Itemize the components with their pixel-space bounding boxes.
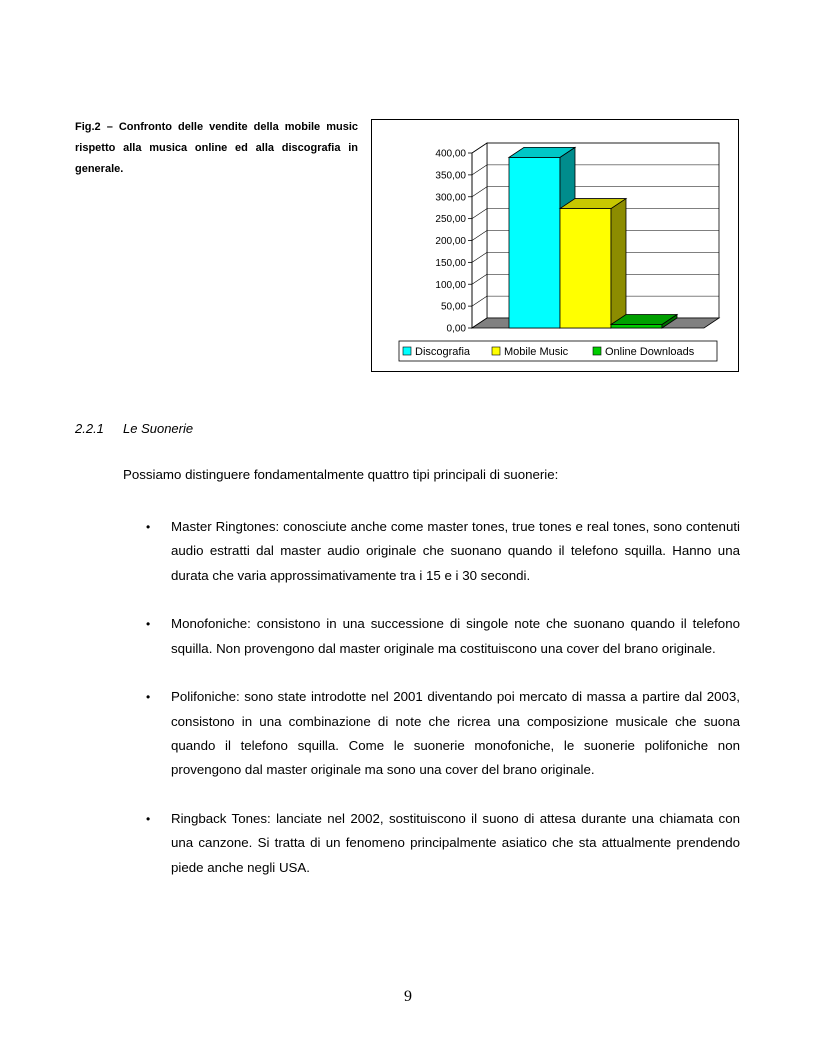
list-item-text: Master Ringtones: conosciute anche come master tones, true tones e real tones, sono contenuti audio estratti dal master audio originale che suonano quando il telefono squilla. Hanno una durata che varia approssimativamente tra i 15 e i 30 secondi. <box>171 519 740 583</box>
intro-paragraph: Possiamo distinguere fondamentalmente quattro tipi principali di suonerie: <box>123 467 559 482</box>
section-heading <box>75 421 193 436</box>
legend-swatch <box>403 347 411 355</box>
bar-front <box>560 209 611 328</box>
list-item-text: Monofoniche: consistono in una successione di singole note che suonano quando il telefono squilla. Non provengono dal master originale ma costituiscono una cover del brano originale. <box>171 616 740 656</box>
figure-caption: Fig.2 – Confronto delle vendite della mobile music rispetto alla musica online ed alla discografia in generale. <box>75 121 358 175</box>
bar-front <box>611 325 662 329</box>
legend-label: Online Downloads <box>605 346 695 358</box>
y-tick-label: 400,00 <box>435 148 466 160</box>
list-item <box>146 612 740 661</box>
list-item <box>146 685 740 782</box>
y-tick-label: 200,00 <box>435 236 466 247</box>
legend-label: Mobile Music <box>504 346 569 358</box>
y-tick-label: 100,00 <box>435 279 466 291</box>
list-item <box>146 515 740 588</box>
list-item <box>146 807 740 880</box>
bullet-icon: • <box>146 812 151 827</box>
bar-front <box>509 157 560 328</box>
y-tick-label: 50,00 <box>440 301 466 313</box>
y-tick-label: 250,00 <box>435 214 466 226</box>
y-tick-label: 350,00 <box>435 170 466 182</box>
bar-chart <box>372 120 740 373</box>
list-item-text: Polifoniche: sono state introdotte nel 2001 diventando poi mercato di massa a partire dal 2003, consistono in una combinazione di note che ricrea una composizione musicale che suona quando il telefono squilla. Come le suonerie monofoniche, le suonerie polifoniche non provengono dal master originale ma sono una cover del brano originale. <box>171 689 740 778</box>
list-item-text: Ringback Tones: lanciate nel 2002, sostituiscono il suono di attesa durante una chiamata con una canzone. Si tratta di un fenomeno principalmente asiatico che sta attualmente prendendo piede anche negli USA. <box>171 811 740 875</box>
legend-label: Discografia <box>415 346 471 358</box>
y-tick-label: 300,00 <box>435 192 466 204</box>
legend-swatch <box>492 347 500 355</box>
chart-container <box>371 119 739 372</box>
section-title: Le Suonerie <box>123 421 194 436</box>
y-tick-label: 0,00 <box>446 323 466 335</box>
bullet-icon: • <box>146 690 151 705</box>
bullet-icon: • <box>146 520 151 534</box>
section-number: 2.2.1 <box>75 421 104 436</box>
ringtone-type-list <box>146 515 740 905</box>
bar-side <box>611 199 626 328</box>
chart-legend <box>399 341 717 361</box>
y-tick-label: 150,00 <box>435 257 466 269</box>
legend-swatch <box>593 347 601 355</box>
bullet-icon: • <box>146 617 151 632</box>
page-number: 9 <box>404 988 412 1005</box>
